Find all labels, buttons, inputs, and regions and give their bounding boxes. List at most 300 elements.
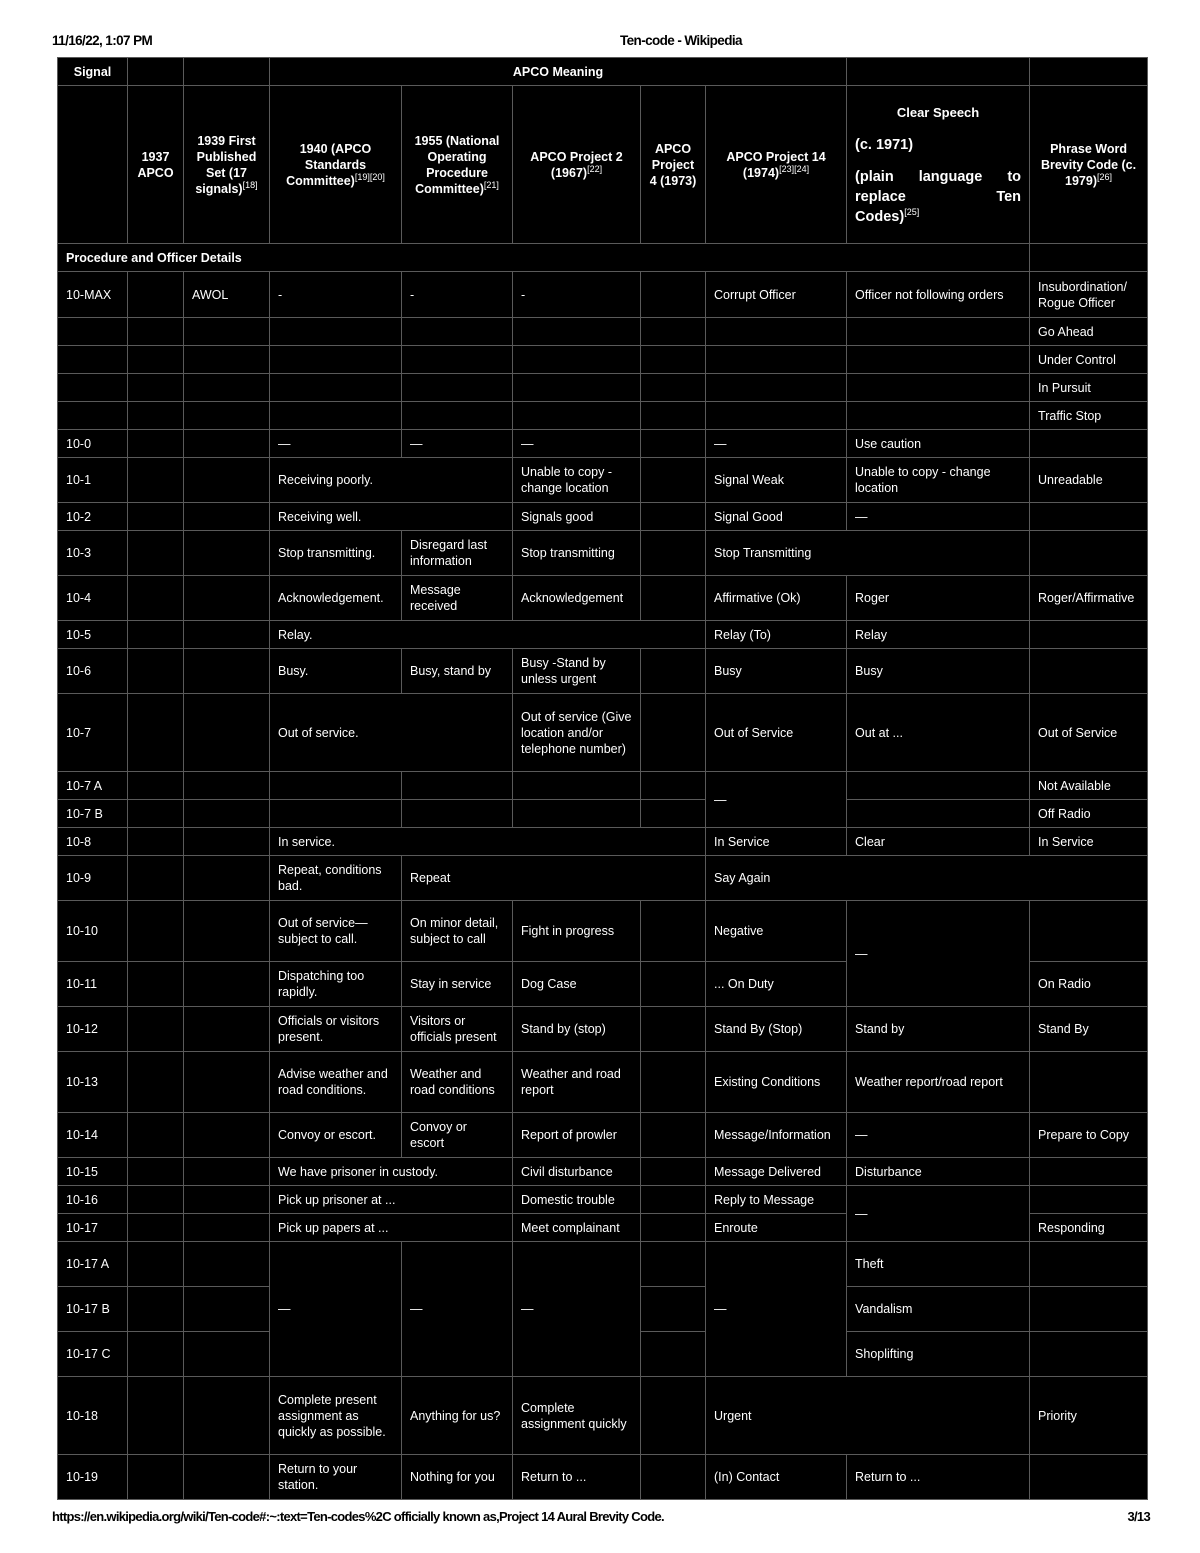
table-cell	[1030, 503, 1148, 531]
table-cell: Report of prowler	[513, 1113, 641, 1158]
table-cell	[641, 1455, 706, 1500]
table-cell	[1030, 1455, 1148, 1500]
table-cell: On minor detail, subject to call	[402, 901, 513, 962]
table-cell: Relay	[847, 621, 1030, 649]
signal-cell: 10-MAX	[58, 272, 128, 318]
header-project-14	[706, 86, 847, 244]
table-cell	[641, 1007, 706, 1052]
header-1955-text: 1955 (National Operating Procedure Committee)	[414, 133, 500, 196]
table-cell	[128, 772, 184, 800]
table-cell: Responding	[1030, 1214, 1148, 1242]
table-cell	[184, 1287, 270, 1332]
table-cell	[1030, 1287, 1148, 1332]
signal-cell: 10-13	[58, 1052, 128, 1113]
table-cell: —	[513, 430, 641, 458]
table-row	[58, 901, 1148, 962]
ref-link[interactable]: [22]	[587, 163, 603, 174]
table-cell	[128, 531, 184, 576]
signal-cell: 10-7	[58, 694, 128, 772]
table-row	[58, 1113, 1148, 1158]
table-cell	[128, 694, 184, 772]
table-cell: Stand By (Stop)	[706, 1007, 847, 1052]
table-cell: Pick up prisoner at ...	[270, 1186, 513, 1214]
table-cell: -	[270, 272, 402, 318]
table-cell	[128, 1455, 184, 1500]
table-cell	[128, 430, 184, 458]
table-cell: Signal Weak	[706, 458, 847, 503]
table-cell: In Pursuit	[1030, 374, 1148, 402]
table-cell: —	[847, 901, 1030, 1007]
table-cell: Return to ...	[513, 1455, 641, 1500]
table-cell	[184, 1052, 270, 1113]
signal-cell: 10-7 A	[58, 772, 128, 800]
table-cell: Affirmative (Ok)	[706, 576, 847, 621]
table-row	[58, 1186, 1148, 1214]
clear-speech-line-1: (plain language to	[855, 168, 1022, 185]
table-cell: Officials or visitors present.	[270, 1007, 402, 1052]
table-row	[58, 649, 1148, 694]
table-cell	[128, 503, 184, 531]
table-cell	[847, 374, 1030, 402]
table-cell	[128, 1113, 184, 1158]
table-cell: Vandalism	[847, 1287, 1030, 1332]
signal-cell: 10-5	[58, 621, 128, 649]
table-row	[58, 856, 1148, 901]
signal-cell: 10-9	[58, 856, 128, 901]
table-cell	[641, 272, 706, 318]
ref-link[interactable]: [19][20]	[354, 171, 385, 182]
header-1940-text: 1940 (APCO Standards Committee)	[286, 141, 372, 188]
signal-cell: 10-17 B	[58, 1287, 128, 1332]
table-cell	[402, 346, 513, 374]
table-row	[58, 1052, 1148, 1113]
section-row	[58, 244, 1148, 272]
table-cell	[847, 800, 1030, 828]
table-cell: AWOL	[184, 272, 270, 318]
clear-speech-line-2: replace Ten	[855, 188, 1022, 205]
table-cell	[58, 86, 128, 244]
signal-cell: 10-17	[58, 1214, 128, 1242]
signal-cell: 10-8	[58, 828, 128, 856]
table-cell	[184, 402, 270, 430]
table-cell: Busy.	[270, 649, 402, 694]
table-cell: Dispatching too rapidly.	[270, 962, 402, 1007]
table-cell	[706, 318, 847, 346]
table-cell: -	[513, 272, 641, 318]
table-cell	[1030, 1052, 1148, 1113]
table-cell: Advise weather and road conditions.	[270, 1052, 402, 1113]
table-cell	[270, 402, 402, 430]
section-title: Procedure and Officer Details	[58, 244, 1030, 272]
table-cell: Traffic Stop	[1030, 402, 1148, 430]
table-cell: Out of service—subject to call.	[270, 901, 402, 962]
table-cell: Prepare to Copy	[1030, 1113, 1148, 1158]
table-cell	[270, 346, 402, 374]
table-cell	[847, 346, 1030, 374]
table-cell	[1030, 1332, 1148, 1377]
table-cell	[1030, 430, 1148, 458]
table-cell	[128, 856, 184, 901]
table-cell: Return to ...	[847, 1455, 1030, 1500]
table-row	[58, 458, 1148, 503]
page-number: 3/13	[1127, 1509, 1150, 1524]
table-cell	[184, 1377, 270, 1455]
table-cell: Repeat, conditions bad.	[270, 856, 402, 901]
table-cell: Go Ahead	[1030, 318, 1148, 346]
table-cell: Message received	[402, 576, 513, 621]
table-cell: Reply to Message	[706, 1186, 847, 1214]
clear-speech-year: (c. 1971)	[855, 136, 914, 153]
header-project-2-text: APCO Project 2 (1967)	[530, 149, 623, 180]
table-cell	[184, 1455, 270, 1500]
table-cell	[184, 458, 270, 503]
header-project-4: APCO Project 4 (1973)	[641, 86, 706, 244]
table-cell	[128, 621, 184, 649]
table-cell	[641, 1186, 706, 1214]
table-cell: Roger	[847, 576, 1030, 621]
table-cell: Out of Service	[706, 694, 847, 772]
header-clear-speech	[847, 86, 1030, 244]
table-cell: Stop transmitting	[513, 531, 641, 576]
signal-cell: 10-18	[58, 1377, 128, 1455]
table-cell: Theft	[847, 1242, 1030, 1287]
table-cell: —	[270, 430, 402, 458]
table-cell: Stand By	[1030, 1007, 1148, 1052]
table-cell	[184, 1186, 270, 1214]
table-cell: —	[706, 430, 847, 458]
table-cell	[184, 430, 270, 458]
table-cell: Stand by (stop)	[513, 1007, 641, 1052]
signal-cell: 10-0	[58, 430, 128, 458]
table-cell	[128, 272, 184, 318]
table-cell	[128, 458, 184, 503]
table-cell: —	[513, 1242, 641, 1377]
table-cell: Disturbance	[847, 1158, 1030, 1186]
table-cell	[128, 576, 184, 621]
table-cell	[270, 374, 402, 402]
table-row	[58, 576, 1148, 621]
table-cell	[513, 800, 641, 828]
table-row	[58, 374, 1148, 402]
table-cell	[270, 800, 402, 828]
table-cell	[641, 1377, 706, 1455]
table-cell: In Service	[1030, 828, 1148, 856]
table-row	[58, 828, 1148, 856]
table-cell	[641, 402, 706, 430]
table-cell: —	[402, 1242, 513, 1377]
table-cell	[128, 800, 184, 828]
table-cell: Not Available	[1030, 772, 1148, 800]
table-cell	[402, 374, 513, 402]
table-cell	[847, 58, 1030, 86]
table-cell	[184, 58, 270, 86]
table-cell: Stop transmitting.	[270, 531, 402, 576]
clear-speech-line-3: Codes)	[855, 208, 905, 225]
table-cell	[184, 856, 270, 901]
ref-link[interactable]: [26]	[1097, 171, 1113, 182]
header-project-14-text: APCO Project 14 (1974)	[726, 149, 826, 180]
header-row-1	[58, 58, 1148, 86]
table-cell	[184, 1007, 270, 1052]
table-cell	[513, 318, 641, 346]
table-cell	[128, 901, 184, 962]
table-cell: Relay.	[270, 621, 706, 649]
table-cell	[184, 772, 270, 800]
header-phrase-word-text: Phrase Word Brevity Code (c. 1979)	[1040, 141, 1137, 188]
table-cell	[128, 58, 184, 86]
signal-cell: 10-14	[58, 1113, 128, 1158]
table-cell: Receiving well.	[270, 503, 513, 531]
table-cell: In service.	[270, 828, 706, 856]
header-apco-meaning: APCO Meaning	[270, 58, 847, 86]
table-cell	[847, 318, 1030, 346]
table-cell	[641, 649, 706, 694]
ref-link[interactable]: [25]	[904, 206, 920, 217]
table-cell	[184, 649, 270, 694]
table-cell	[847, 772, 1030, 800]
table-cell	[402, 800, 513, 828]
table-cell	[1030, 244, 1148, 272]
table-cell	[128, 346, 184, 374]
header-row-2	[58, 86, 1148, 244]
table-cell	[641, 1214, 706, 1242]
table-cell: Acknowledgement.	[270, 576, 402, 621]
table-row	[58, 503, 1148, 531]
table-row	[58, 402, 1148, 430]
table-cell	[1030, 58, 1148, 86]
table-cell: Convoy or escort	[402, 1113, 513, 1158]
signal-cell: 10-7 B	[58, 800, 128, 828]
table-cell: Busy	[706, 649, 847, 694]
header-1940	[270, 86, 402, 244]
ten-code-table	[57, 57, 1148, 1500]
table-cell	[184, 694, 270, 772]
table-cell: Out of service (Give location and/or telephone number)	[513, 694, 641, 772]
table-cell: Stop Transmitting	[706, 531, 1030, 576]
table-cell	[270, 772, 402, 800]
table-cell: Officer not following orders	[847, 272, 1030, 318]
page-title: Ten-code - Wikipedia	[620, 33, 742, 48]
table-cell	[184, 346, 270, 374]
table-cell	[641, 531, 706, 576]
table-cell	[641, 1287, 706, 1332]
table-cell: Say Again	[706, 856, 1148, 901]
table-cell: Dog Case	[513, 962, 641, 1007]
table-cell	[1030, 531, 1148, 576]
table-cell: Fight in progress	[513, 901, 641, 962]
table-cell: Complete assignment quickly	[513, 1377, 641, 1455]
table-cell: —	[270, 1242, 402, 1377]
table-row	[58, 272, 1148, 318]
table-cell: We have prisoner in custody.	[270, 1158, 513, 1186]
ref-link[interactable]: [23][24]	[779, 163, 810, 174]
print-timestamp: 11/16/22, 1:07 PM	[52, 33, 153, 48]
table-cell: —	[706, 1242, 847, 1377]
table-cell	[641, 962, 706, 1007]
table-cell	[184, 800, 270, 828]
table-cell	[402, 318, 513, 346]
table-cell: Shoplifting	[847, 1332, 1030, 1377]
table-cell: Corrupt Officer	[706, 272, 847, 318]
table-cell	[641, 694, 706, 772]
signal-cell: 10-19	[58, 1455, 128, 1500]
table-cell	[513, 772, 641, 800]
table-cell: —	[402, 430, 513, 458]
table-cell	[1030, 1242, 1148, 1287]
table-cell	[641, 374, 706, 402]
table-cell	[402, 772, 513, 800]
table-cell	[184, 901, 270, 962]
table-row	[58, 1377, 1148, 1455]
table-cell: Priority	[1030, 1377, 1148, 1455]
table-cell: (In) Contact	[706, 1455, 847, 1500]
table-cell	[184, 1332, 270, 1377]
table-cell	[706, 346, 847, 374]
table-cell: Enroute	[706, 1214, 847, 1242]
table-cell: ... On Duty	[706, 962, 847, 1007]
signal-cell: 10-12	[58, 1007, 128, 1052]
table-row	[58, 694, 1148, 772]
table-cell: Receiving poorly.	[270, 458, 513, 503]
ref-link[interactable]: [18]	[242, 179, 258, 190]
table-cell: Nothing for you	[402, 1455, 513, 1500]
table-cell	[641, 1158, 706, 1186]
table-cell	[641, 800, 706, 828]
table-cell	[706, 374, 847, 402]
signal-cell: 10-1	[58, 458, 128, 503]
table-cell	[1030, 649, 1148, 694]
table-cell	[58, 318, 128, 346]
table-cell: Weather and road conditions	[402, 1052, 513, 1113]
table-cell: Return to your station.	[270, 1455, 402, 1500]
table-cell	[58, 346, 128, 374]
table-cell	[641, 901, 706, 962]
table-cell	[513, 402, 641, 430]
header-phrase-word	[1030, 86, 1148, 244]
table-cell	[641, 1052, 706, 1113]
table-cell	[128, 828, 184, 856]
table-cell: Busy, stand by	[402, 649, 513, 694]
table-cell: Domestic trouble	[513, 1186, 641, 1214]
table-cell: Out at ...	[847, 694, 1030, 772]
table-cell	[128, 649, 184, 694]
table-cell: Acknowledgement	[513, 576, 641, 621]
table-row	[58, 430, 1148, 458]
table-cell: Message/Information	[706, 1113, 847, 1158]
table-cell: Signal Good	[706, 503, 847, 531]
clear-speech-title: Clear Speech	[896, 104, 980, 120]
table-cell	[641, 1332, 706, 1377]
table-cell	[184, 576, 270, 621]
signal-cell: 10-15	[58, 1158, 128, 1186]
table-cell: Convoy or escort.	[270, 1113, 402, 1158]
table-cell: In Service	[706, 828, 847, 856]
table-row	[58, 800, 1148, 828]
table-cell	[128, 1052, 184, 1113]
table-cell	[641, 458, 706, 503]
table-cell	[184, 318, 270, 346]
table-cell: Meet complainant	[513, 1214, 641, 1242]
table-cell	[706, 402, 847, 430]
table-cell: On Radio	[1030, 962, 1148, 1007]
signal-cell: 10-3	[58, 531, 128, 576]
table-cell	[1030, 1158, 1148, 1186]
signal-cell: 10-6	[58, 649, 128, 694]
table-cell: Roger/Affirmative	[1030, 576, 1148, 621]
table-cell	[184, 503, 270, 531]
table-cell: Busy -Stand by unless urgent	[513, 649, 641, 694]
table-cell	[184, 1113, 270, 1158]
table-cell	[641, 1242, 706, 1287]
table-cell	[184, 828, 270, 856]
table-cell	[1030, 901, 1148, 962]
header-1939	[184, 86, 270, 244]
table-row	[58, 1455, 1148, 1500]
signal-cell: 10-11	[58, 962, 128, 1007]
table-cell	[58, 402, 128, 430]
header-1937: 1937 APCO	[128, 86, 184, 244]
table-cell	[513, 346, 641, 374]
signal-cell: 10-17 C	[58, 1332, 128, 1377]
table-cell	[128, 1214, 184, 1242]
table-cell: —	[706, 772, 847, 828]
table-cell	[128, 318, 184, 346]
table-cell	[128, 1287, 184, 1332]
table-cell: Negative	[706, 901, 847, 962]
table-cell: Stand by	[847, 1007, 1030, 1052]
table-row	[58, 1242, 1148, 1287]
table-cell	[184, 531, 270, 576]
table-cell: Pick up papers at ...	[270, 1214, 513, 1242]
signal-cell: 10-4	[58, 576, 128, 621]
table-cell	[184, 621, 270, 649]
table-row	[58, 346, 1148, 374]
table-cell	[128, 374, 184, 402]
table-cell	[58, 374, 128, 402]
table-cell: -	[402, 272, 513, 318]
table-cell	[128, 1186, 184, 1214]
table-row	[58, 1007, 1148, 1052]
table-cell: Urgent	[706, 1377, 1030, 1455]
table-cell: Signals good	[513, 503, 641, 531]
table-cell	[184, 374, 270, 402]
table-cell	[184, 1242, 270, 1287]
header-signal: Signal	[58, 58, 128, 86]
table-row	[58, 1158, 1148, 1186]
header-1939-text: 1939 First Published Set (17 signals)	[195, 133, 257, 196]
table-cell: Relay (To)	[706, 621, 847, 649]
signal-cell: 10-10	[58, 901, 128, 962]
table-cell: Under Control	[1030, 346, 1148, 374]
table-cell	[128, 402, 184, 430]
table-cell: Out of service.	[270, 694, 513, 772]
table-cell: Disregard last information	[402, 531, 513, 576]
table-cell: —	[847, 1113, 1030, 1158]
table-cell	[128, 1158, 184, 1186]
ref-link[interactable]: [21]	[483, 179, 499, 190]
table-cell: Unable to copy - change location	[847, 458, 1030, 503]
table-cell	[1030, 1186, 1148, 1214]
table-cell: Stay in service	[402, 962, 513, 1007]
table-cell	[641, 346, 706, 374]
table-cell: Unreadable	[1030, 458, 1148, 503]
table-cell: Use caution	[847, 430, 1030, 458]
table-cell: Civil disturbance	[513, 1158, 641, 1186]
table-cell: Complete present assignment as quickly as possible.	[270, 1377, 402, 1455]
table-cell: Out of Service	[1030, 694, 1148, 772]
table-cell	[513, 374, 641, 402]
table-cell: Repeat	[402, 856, 706, 901]
